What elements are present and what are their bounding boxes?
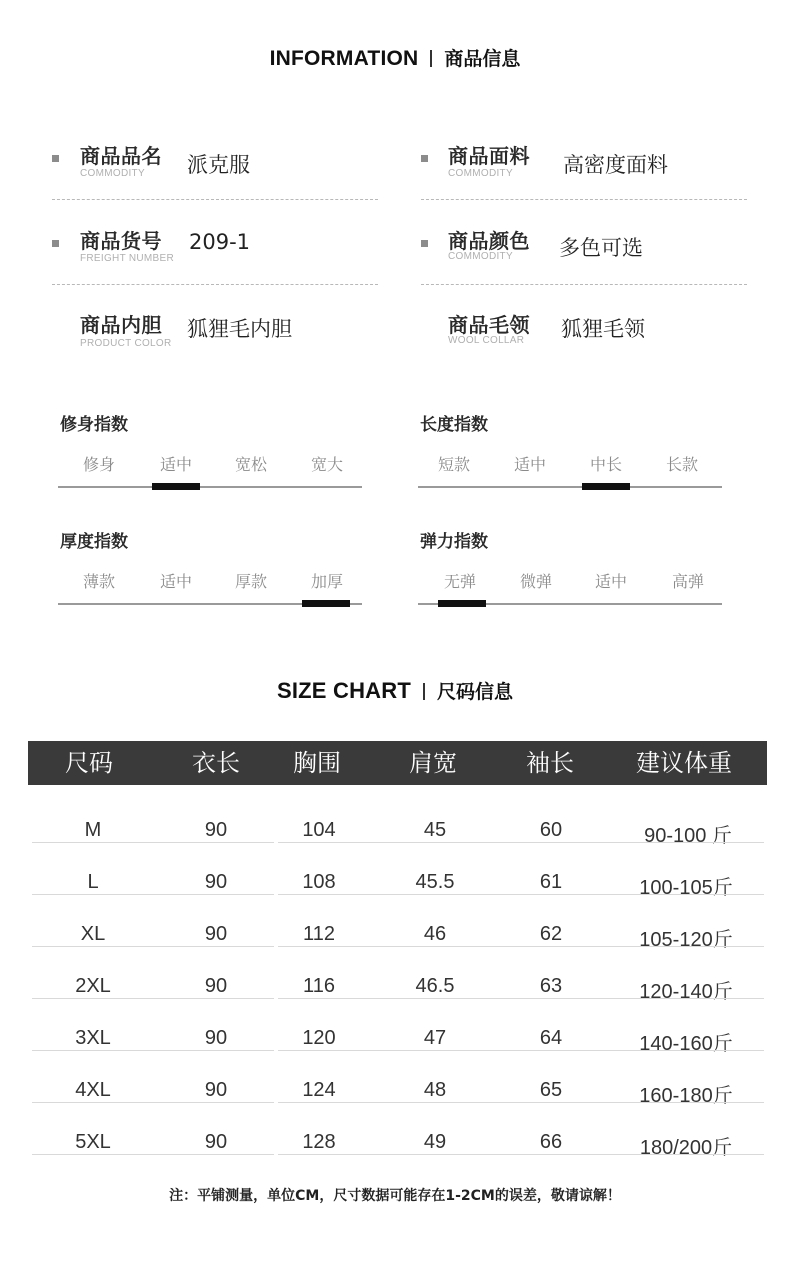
table-cell: 124 [302, 1079, 336, 1101]
index-title-elasticity: 弹力指数 [420, 532, 488, 552]
index-selected-marker [582, 483, 630, 490]
table-cell: L [87, 871, 99, 893]
table-cell: 61 [539, 871, 563, 893]
header-cell: 胸围 [293, 749, 341, 777]
table-cell: 180/200斤 [639, 1137, 733, 1159]
table-cell: 3XL [75, 1027, 111, 1049]
index-option: 薄款 [82, 572, 116, 591]
info-label: 商品品名 [80, 144, 162, 168]
size-table-header [28, 741, 767, 785]
table-row [0, 819, 790, 871]
table-row [0, 1079, 790, 1131]
index-option: 长款 [665, 455, 699, 474]
table-cell: 90 [204, 819, 228, 841]
index-title-length: 长度指数 [420, 415, 488, 435]
header-cell: 袖长 [526, 749, 574, 777]
row-divider [32, 1154, 274, 1155]
table-cell: XL [80, 923, 106, 945]
bullet-icon [52, 240, 59, 247]
table-cell: 46.5 [415, 975, 455, 997]
table-row [0, 1027, 790, 1079]
table-cell: 4XL [75, 1079, 111, 1101]
index-option: 宽松 [234, 455, 268, 474]
info-value: 狐狸毛领 [561, 317, 645, 341]
table-cell: 90 [204, 1079, 228, 1101]
info-label: 商品毛领 [448, 313, 530, 337]
table-cell: 116 [303, 975, 335, 997]
table-row [0, 975, 790, 1027]
row-divider [32, 946, 274, 947]
info-value: 多色可选 [559, 236, 643, 260]
row-divider [278, 842, 764, 843]
bullet-icon [421, 155, 428, 162]
header-cell: 肩宽 [409, 749, 457, 777]
info-sublabel: COMMODITY [448, 251, 513, 262]
row-divider [278, 946, 764, 947]
header-cell: 尺码 [65, 749, 113, 777]
dashed-divider [421, 199, 747, 200]
table-cell: 5XL [75, 1131, 111, 1153]
header-divider [423, 683, 425, 700]
table-cell: 90 [204, 1027, 228, 1049]
table-cell: 47 [423, 1027, 447, 1049]
index-selected-marker [302, 600, 350, 607]
bullet-icon [52, 155, 59, 162]
dashed-divider [52, 199, 378, 200]
table-cell: 45.5 [415, 871, 455, 893]
row-divider [32, 842, 274, 843]
table-cell: 48 [423, 1079, 447, 1101]
table-cell: 112 [303, 923, 335, 945]
information-header [0, 44, 790, 71]
info-sublabel: WOOL COLLAR [448, 335, 525, 346]
info-label: 商品货号 [80, 229, 162, 253]
table-cell: 105-120斤 [639, 929, 733, 951]
table-row [0, 1131, 790, 1183]
table-cell: 46 [423, 923, 447, 945]
info-label: 商品内胆 [80, 313, 162, 337]
row-divider [278, 1102, 764, 1103]
info-sublabel: PRODUCT COLOR [80, 338, 172, 349]
bullet-icon [421, 240, 428, 247]
index-option: 适中 [159, 572, 193, 591]
dashed-divider [421, 284, 747, 285]
table-cell: 90 [204, 871, 228, 893]
size-chart-header [0, 677, 790, 704]
index-option: 加厚 [310, 572, 344, 591]
info-value: 派克服 [187, 153, 250, 177]
info-label: 商品颜色 [448, 229, 530, 253]
index-selected-marker [152, 483, 200, 490]
index-option: 适中 [159, 455, 193, 474]
index-option: 厚款 [234, 572, 268, 591]
table-cell: 120 [302, 1027, 336, 1049]
index-option: 短款 [437, 455, 471, 474]
header-cell: 衣长 [192, 749, 240, 777]
info-label: 商品面料 [448, 144, 530, 168]
table-cell: 140-160斤 [639, 1033, 733, 1055]
table-cell: 65 [539, 1079, 563, 1101]
header-cell: 建议体重 [636, 749, 732, 777]
row-divider [32, 1102, 274, 1103]
info-sublabel: COMMODITY [448, 168, 513, 179]
header-divider [430, 50, 432, 67]
row-divider [32, 998, 274, 999]
table-cell: 160-180斤 [639, 1085, 733, 1107]
index-title-thickness: 厚度指数 [60, 532, 128, 552]
info-value: 狐狸毛内胆 [187, 317, 292, 341]
table-cell: 90 [204, 975, 228, 997]
row-divider [32, 1050, 274, 1051]
info-value: 209-1 [189, 230, 251, 254]
table-cell: M [84, 819, 102, 841]
size-chart-title-en: SIZE CHART [276, 678, 411, 703]
information-title-zh: 商品信息 [444, 48, 521, 70]
index-selected-marker [438, 600, 486, 607]
table-cell: 128 [302, 1131, 336, 1153]
table-cell: 104 [302, 819, 336, 841]
row-divider [32, 894, 274, 895]
table-cell: 90 [204, 1131, 228, 1153]
index-option: 适中 [594, 572, 628, 591]
index-track [58, 486, 362, 488]
table-cell: 49 [423, 1131, 447, 1153]
table-cell: 62 [539, 923, 563, 945]
measurement-note: 注：平铺测量，单位CM，尺寸数据可能存在1-2CM的误差，敬请谅解！ [169, 1188, 621, 1204]
index-option: 修身 [82, 455, 116, 474]
index-option: 微弹 [519, 572, 553, 591]
index-title-fit: 修身指数 [60, 415, 128, 435]
index-track [418, 486, 722, 488]
index-option: 宽大 [310, 455, 344, 474]
row-divider [278, 1050, 764, 1051]
table-cell: 45 [423, 819, 447, 841]
table-cell: 90-100 斤 [644, 825, 732, 847]
table-cell: 2XL [75, 975, 111, 997]
row-divider [278, 1154, 764, 1155]
info-sublabel: COMMODITY [80, 168, 145, 179]
table-cell: 60 [539, 819, 563, 841]
table-cell: 66 [539, 1131, 563, 1153]
table-cell: 64 [539, 1027, 563, 1049]
index-option: 适中 [513, 455, 547, 474]
table-row [0, 923, 790, 975]
table-cell: 90 [204, 923, 228, 945]
index-option: 中长 [589, 455, 623, 474]
index-option: 无弹 [443, 572, 477, 591]
size-chart-title-zh: 尺码信息 [436, 681, 513, 703]
information-title-en: INFORMATION [269, 47, 419, 70]
info-sublabel: FREIGHT NUMBER [80, 253, 175, 264]
table-cell: 100-105斤 [639, 877, 733, 899]
info-value: 高密度面料 [563, 153, 668, 177]
table-cell: 63 [539, 975, 563, 997]
table-row [0, 871, 790, 923]
table-cell: 108 [302, 871, 336, 893]
row-divider [278, 894, 764, 895]
dashed-divider [52, 284, 378, 285]
index-option: 高弹 [671, 572, 705, 591]
row-divider [278, 998, 764, 999]
table-cell: 120-140斤 [639, 981, 733, 1003]
